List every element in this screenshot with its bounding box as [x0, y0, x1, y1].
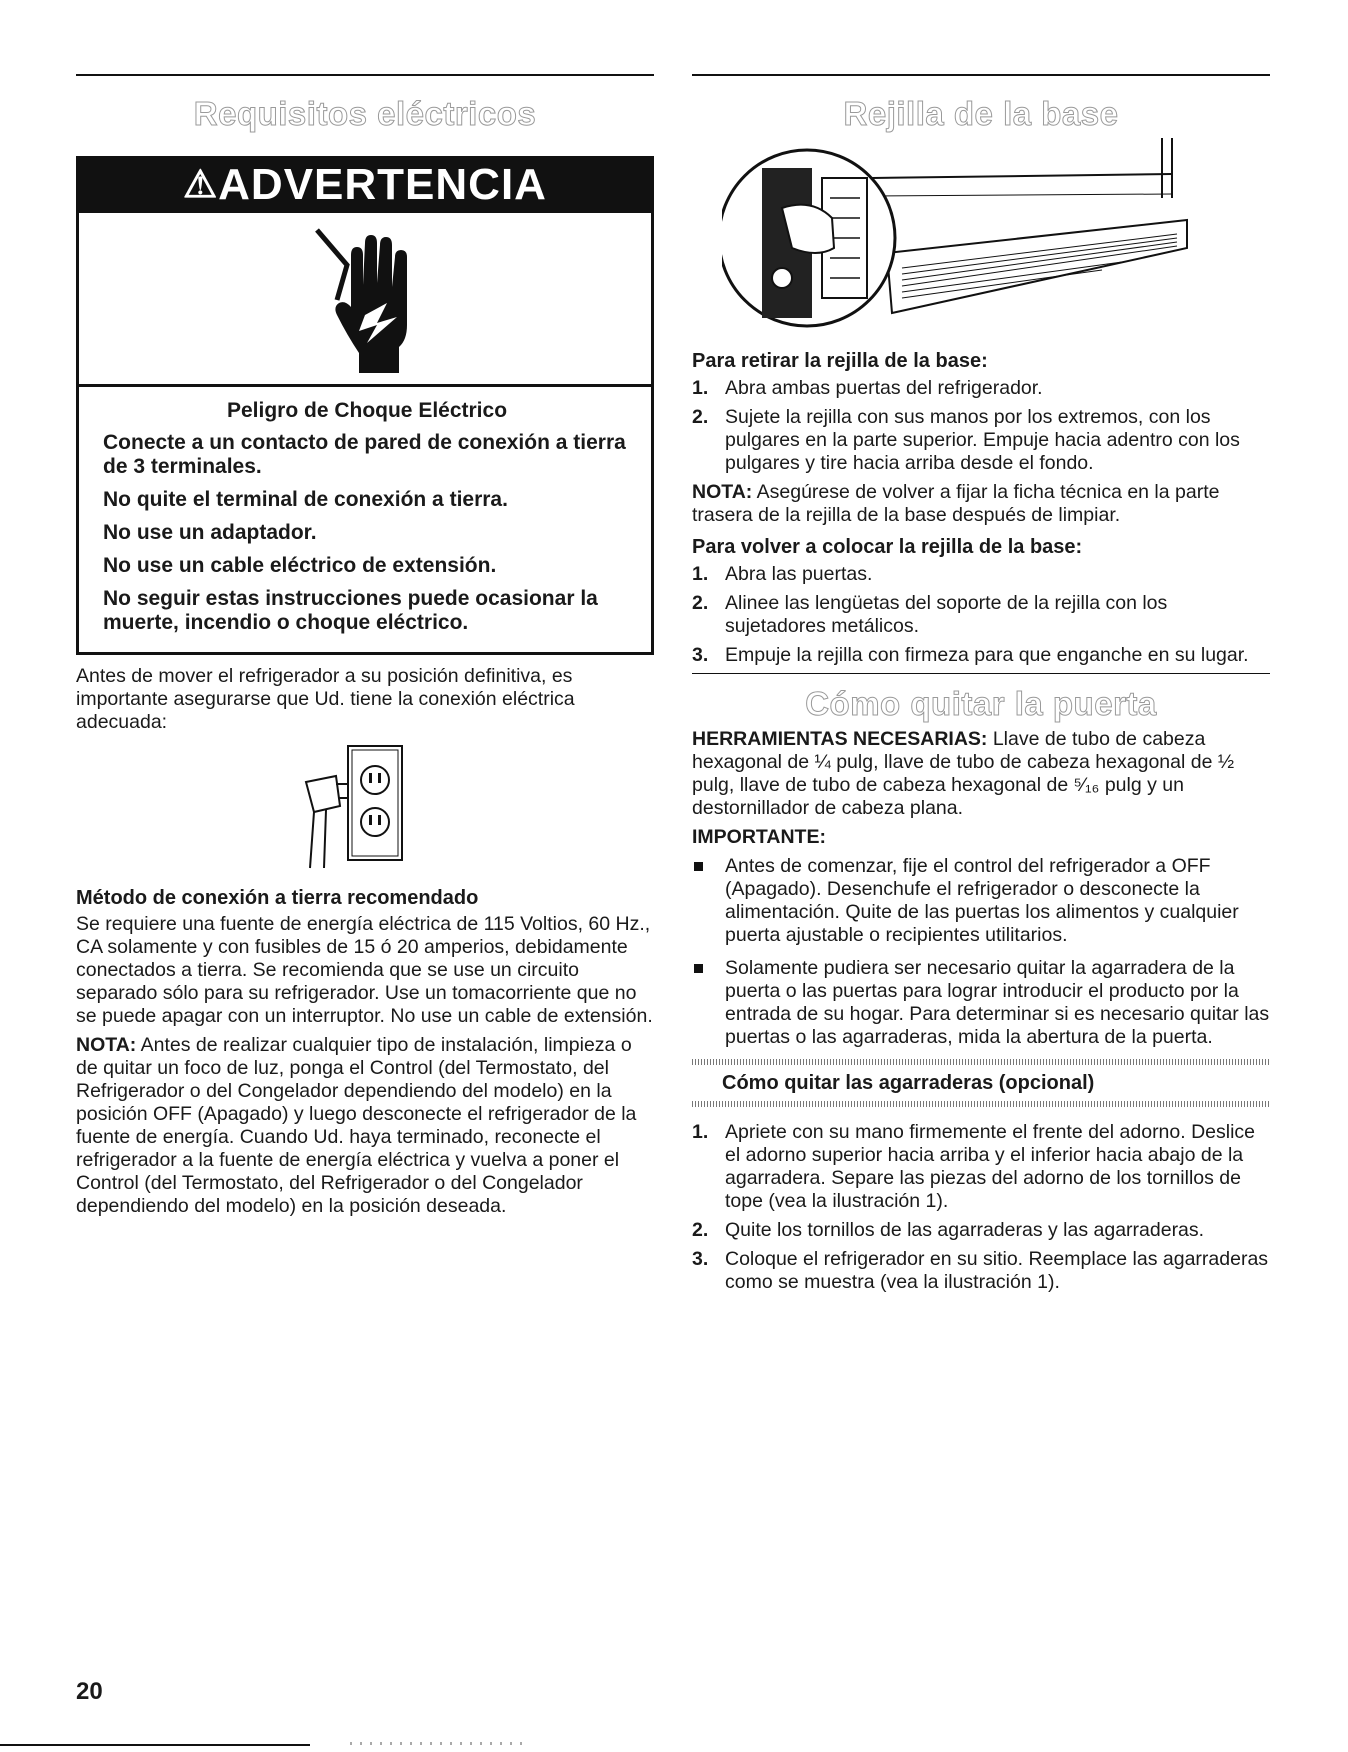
- list-item: [692, 1219, 1270, 1242]
- grille-note: [692, 481, 1270, 527]
- warning-line: No seguir estas instrucciones puede ocasionar la muerte, incendio o choque eléctrico.: [103, 587, 598, 634]
- bullet-text: Solamente pudiera ser necesario quitar la agarradera de la puerta o las puertas para lograr introducir el producto por la entrada de su hogar. Para determinar si es necesario quitar las puertas o las agarraderas, mida la abertura de la puerta.: [725, 957, 1270, 1048]
- tools-text: Llave de tubo de cabeza hexagonal de ¼ pulg, llave de tubo de cabeza hexagonal de ½ pulg, llave de tubo de cabeza hexagonal de ⁵⁄₁₆ pulg y un destornillador de cabeza plana.: [692, 728, 1235, 819]
- grille-figure: [692, 138, 1270, 343]
- hatch-rule: [692, 1101, 1270, 1107]
- replace-grille-steps: [692, 563, 1270, 667]
- replace-grille-heading: Para volver a colocar la rejilla de la base:: [692, 536, 1083, 558]
- section-divider: [692, 673, 1270, 674]
- warning-triangle-icon: ⚠: [183, 164, 219, 206]
- note-text: Antes de realizar cualquier tipo de instalación, limpieza o de quitar un foco de luz, ponga el Control (del Termostato, del Refrigerador o del Congelador dependiendo del modelo) en la posición OFF (Apagado) y luego desconecte el refrigerador de la fuente de energía. Cuando Ud. haya terminado, reconecte el refrigerador a la fuente de energía eléctrica y vuelva a poner el Control (del Termostato, del Refrigerador o del Congelador dependiendo del modelo) en la posición deseada.: [76, 1034, 637, 1217]
- step-text: Abra ambas puertas del refrigerador.: [725, 377, 1043, 399]
- step-text: Abra las puertas.: [725, 563, 873, 585]
- top-rule: [692, 74, 1270, 76]
- warning-line: Peligro de Choque Eléctrico: [226, 399, 508, 422]
- note-paragraph: [76, 1034, 654, 1218]
- list-item: [692, 592, 1270, 638]
- step-text: Alinee las lengüetas del soporte de la rejilla con los sujetadores metálicos.: [725, 592, 1168, 637]
- left-column: [76, 74, 654, 1218]
- outlet-figure: [76, 734, 654, 876]
- base-grille-illustration: [722, 138, 1192, 338]
- handles-steps: [692, 1121, 1270, 1294]
- warning-line: No use un adaptador.: [103, 521, 317, 544]
- step-number: 2.: [692, 1219, 709, 1241]
- top-rule: [76, 74, 654, 76]
- remove-grille-heading: Para retirar la rejilla de la base:: [692, 350, 988, 372]
- list-item: [692, 957, 1270, 1049]
- step-number: 2.: [692, 592, 709, 614]
- important-bullets: [692, 855, 1270, 1049]
- step-number: 3.: [692, 644, 709, 666]
- right-column: [692, 74, 1270, 1300]
- section-title-electrical: Requisitos eléctricos: [193, 95, 537, 132]
- warning-header-label: ADVERTENCIA: [218, 160, 547, 209]
- page-number: 20: [76, 1678, 103, 1705]
- bullet-square-icon: [694, 964, 703, 973]
- step-number: 2.: [692, 406, 709, 428]
- warning-header: [79, 159, 651, 213]
- list-item: [692, 563, 1270, 586]
- warning-line: No use un cable eléctrico de extensión.: [103, 554, 497, 577]
- intro-paragraph: Antes de mover el refrigerador a su posición definitiva, es importante asegurarse que Ud. tiene la conexión eléctrica adecuada:: [76, 665, 575, 733]
- step-text: Quite los tornillos de las agarraderas y las agarraderas.: [725, 1219, 1205, 1241]
- grounded-outlet-plug-icon: [286, 742, 416, 872]
- list-item: [692, 1121, 1270, 1213]
- warning-icon-area: [79, 213, 651, 387]
- bullet-square-icon: [694, 862, 703, 871]
- remove-grille-steps: [692, 377, 1270, 475]
- step-text: Empuje la rejilla con firmeza para que enganche en su lugar.: [725, 644, 1249, 666]
- bottom-rule: [0, 1744, 310, 1746]
- tools-paragraph: [692, 728, 1270, 820]
- step-text: Apriete con su mano firmemente el frente del adorno. Deslice el adorno superior hacia arriba y el inferior hacia abajo de la agarradera. Separe las piezas del adorno de los tornillos de tope (vea la ilustración 1).: [725, 1121, 1256, 1212]
- note-label: NOTA:: [692, 481, 753, 503]
- list-item: [692, 406, 1270, 475]
- step-number: 1.: [692, 1121, 709, 1143]
- list-item: [692, 644, 1270, 667]
- warning-box: [76, 156, 654, 655]
- handles-heading: Cómo quitar las agarraderas (opcional): [722, 1072, 1095, 1094]
- step-text: Coloque el refrigerador en su sitio. Reemplace las agarraderas como se muestra (vea la ilustración 1).: [725, 1248, 1269, 1293]
- hatch-rule: [692, 1059, 1270, 1065]
- important-label: IMPORTANTE:: [692, 826, 826, 848]
- tools-label: HERRAMIENTAS NECESARIAS:: [692, 728, 988, 750]
- warning-line: Conecte a un contacto de pared de conexión a tierra de 3 terminales.: [103, 431, 626, 478]
- electric-shock-hand-icon: [307, 225, 427, 375]
- warning-text: [79, 387, 651, 652]
- section-title-grille: Rejilla de la base: [843, 95, 1119, 132]
- warning-line: No quite el terminal de conexión a tierra.: [103, 488, 508, 511]
- method-heading: Método de conexión a tierra recomendado: [76, 887, 479, 909]
- list-item: [692, 1248, 1270, 1294]
- step-number: 1.: [692, 377, 709, 399]
- bottom-dots: [350, 1742, 530, 1745]
- step-text: Sujete la rejilla con sus manos por los extremos, con los pulgares en la parte superior. Empuje hacia adentro con los pulgares y tire hacia arriba desde el fondo.: [725, 406, 1240, 474]
- list-item: [692, 377, 1270, 400]
- note-text: Asegúrese de volver a fijar la ficha técnica en la parte trasera de la rejilla de la base después de limpiar.: [692, 481, 1220, 526]
- note-label: NOTA:: [76, 1034, 137, 1056]
- section-title-door: Cómo quitar la puerta: [805, 685, 1157, 722]
- method-paragraph: Se requiere una fuente de energía eléctrica de 115 Voltios, 60 Hz., CA solamente y con fusibles de 15 ó 20 amperios, debidamente conectados a tierra. Se recomienda que se use un circuito separado sólo para su refrigerador. Use un tomacorriente que no se puede apagar con un interruptor. No use un cable de extensión.: [76, 913, 653, 1027]
- bullet-text: Antes de comenzar, fije el control del refrigerador a OFF (Apagado). Desenchufe el refrigerador o desconecte la alimentación. Quite de las puertas los alimentos y cualquier puerta ajustable o recipientes utilitarios.: [725, 855, 1239, 946]
- list-item: [692, 855, 1270, 947]
- step-number: 1.: [692, 563, 709, 585]
- step-number: 3.: [692, 1248, 709, 1270]
